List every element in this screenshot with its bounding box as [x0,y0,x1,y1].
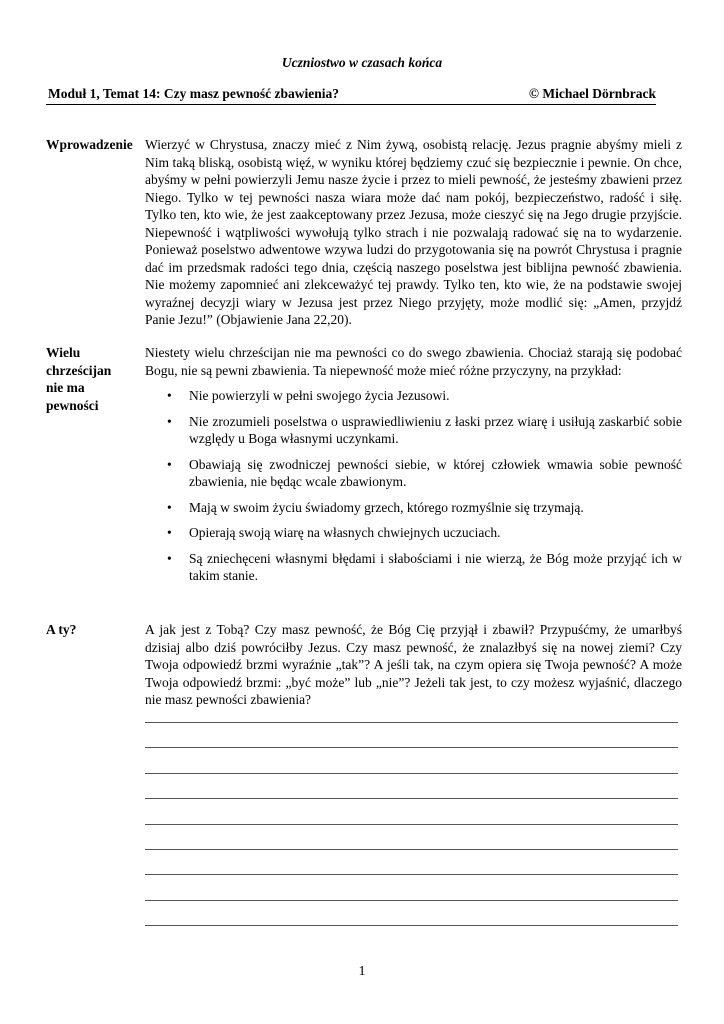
answer-line[interactable] [145,874,678,875]
module-title: Moduł 1, Temat 14: Czy masz pewność zbawienia? [48,86,339,101]
intro-label: Wprowadzenie [46,137,133,152]
list-item: • Opierają swoją wiarę na własnych chwiejnych uczuciach. [167,525,501,540]
uncertain-paragraph: Niestety wielu chrześcijan nie ma pewności co do swego zbawienia. Chociaż starają się podobać Bogu, nie są pewni zbawienia. Ta niepewność może mieć różne przyczyny, na przykład: [145,345,682,378]
answer-line[interactable] [145,773,678,774]
bullet-icon: • [167,413,172,429]
answer-line[interactable] [145,925,678,926]
you-paragraph: A jak jest z Tobą? Czy masz pewność, że Bóg Cię przyjął i zbawił? Przypuśćmy, że umarłbyś dzisiaj albo dziś powróciłby Jezus. Czy masz pewność, że znalazłbyś się na nowej ziemi? Czy Twoja odpowiedź brzmi wyraźnie „tak”? A jeśli tak, na czym opiera się Twoja pewność? A może Twoja odpowiedź brzmi: „być może” lub „nie”? Jeżeli tak jest, to czy możesz wyjaśnić, dlaczego nie masz pewności zbawienia? [145,622,682,707]
header-divider [46,104,656,105]
reasons-list [145,387,682,585]
bullet-icon: • [167,499,172,515]
answer-lines[interactable] [145,722,678,951]
list-item: • Są zniechęceni własnymi błędami i słabościami i nie wierzą, że Bóg może przyjąć ich w takim stanie. [167,550,682,583]
you-label: A ty? [46,622,77,637]
list-item: • Mają w swoim życiu świadomy grzech, którego rozmyślnie się trzymają. [167,499,584,515]
uncertain-label: Wielu chrześcijan nie ma pewności [46,345,112,413]
uncertain-text [145,344,682,593]
list-item: • Nie powierzyli w pełni swojego życia Jezusowi. [167,388,450,403]
list-item: • Obawiają się zwodniczej pewności siebie, w której człowiek wmawia sobie pewność zbawienia, nie będąc wcale zbawionym. [167,456,682,489]
bullet-icon: • [167,525,172,540]
intro-paragraph: Wierzyć w Chrystusa, znaczy mieć z Nim żywą, osobistą relację. Jezus pragnie abyśmy mieli z Nim taką bliską, osobistą więź, w wyniku której będziemy czuć się bezpiecznie i pewnie. On chce, abyśmy w pełni powierzyli Jemu nasze życie i przez to mieli pewność, że jesteśmy zbawieni przez Niego. Tylko w tej pewności nasza wiara może dać nam pokój, bezpieczeństwo, radość i siłę. Tylko ten, kto wie, że jest zaakceptowany przez Jezusa, może cieszyć się na Jego drugie przyjście. Niepewność i wątpliwości wywołują tylko strach i nie pozwalają radować się na to wydarzenie. Ponieważ poselstwo adwentowe wzywa ludzi do przygotowania się na powrót Chrystusa i pragnie dać im przedsmak radości tego dnia, częścią naszego poselstwa jest biblijna pewność zbawienia. Nie możemy zapomnieć ani zlekceważyć tej prawdy. Tylko ten, kto wie, że na podstawie swojej wyraźnej decyzji wiary w Jezusa jest przez Niego przyjęty, może modlić się: „Amen, przyjdź Panie Jezu!” (Objawienie Jana 22,20). [145,137,682,327]
bullet-icon: • [167,550,172,566]
answer-line[interactable] [145,722,678,723]
page-number: 1 [358,964,366,979]
bullet-icon: • [167,388,172,403]
answer-line[interactable] [145,900,678,901]
list-item: • Nie zrozumieli poselstwa o usprawiedliwieniu z łaski przez wiarę i usiłują zaskarbić sobie względy u Boga własnymi uczynkami. [167,413,682,446]
series-title: Uczniostwo w czasach końca [281,55,443,70]
answer-line[interactable] [145,824,678,825]
you-text [145,621,682,709]
lesson-header [46,86,656,106]
answer-line[interactable] [145,747,678,748]
intro-text [145,136,682,329]
answer-line[interactable] [145,849,678,850]
answer-line[interactable] [145,798,678,799]
bullet-icon: • [167,456,172,472]
author-credit: © Michael Dörnbrack [528,86,656,101]
